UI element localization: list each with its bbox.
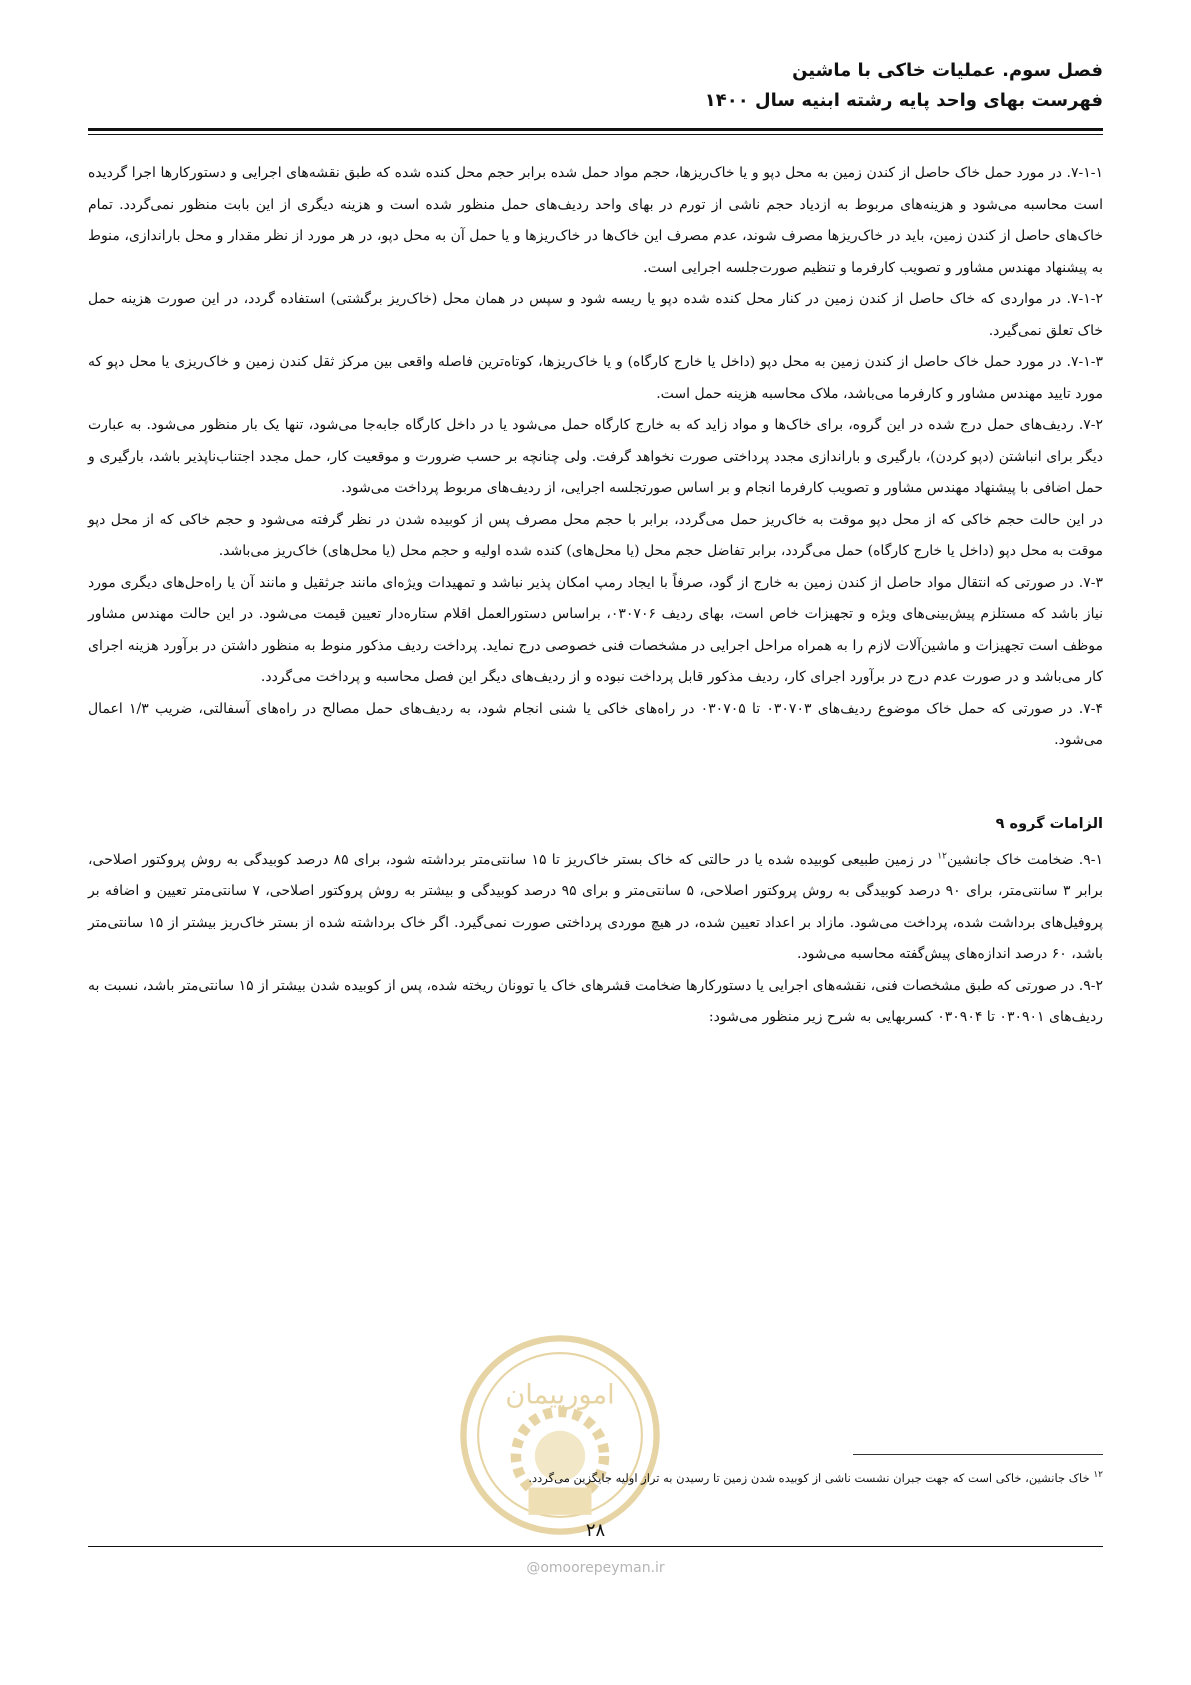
footnote-text: خاک جانشین، خاکی است که جهت جبران نشست ناشی از کوبیده شدن زمین تا رسیدن به تراز اولیه جایگزین می‌گردد. <box>528 1471 1094 1485</box>
footer-rule <box>88 1546 1103 1547</box>
watermark-text[interactable]: @omoorepeyman.ir <box>526 1560 665 1576</box>
paragraph-7-1-3: ۷-۱-۳. در مورد حمل خاک حاصل از کندن زمین به محل دپو (داخل یا خارج کارگاه) و یا خاک‌ریزها، کوتاه‌ترین فاصله واقعی بین مرکز ثقل کندن زمین و خاک‌ریزی یا محل دپو که مورد تایید مهندس مشاور و کارفرما می‌باشد، ملاک محاسبه هزینه حمل است. <box>88 354 1103 402</box>
header-rule-thick <box>88 128 1103 131</box>
document-title: فهرست بهای واحد پایه رشته ابنیه سال ۱۴۰۰ <box>704 90 1103 111</box>
footnote <box>88 1468 1103 1488</box>
paragraph-7-1-2: ۷-۱-۲. در مواردی که خاک حاصل از کندن زمین در کنار محل کنده شده دپو یا ریسه شود و سپس در همان محل (خاک‌ریز برگشتی) استفاده گردد، در این صورت هزینه حمل خاک تعلق نمی‌گیرد. <box>88 291 1103 339</box>
watermark-logo <box>455 1330 665 1540</box>
page-number: ۲۸ <box>585 1520 606 1541</box>
watermark-logo-text: امورپیمان <box>505 1379 615 1411</box>
paragraph-7-4: ۷-۴. در صورتی که حمل خاک موضوع ردیف‌های ۰۳۰۷۰۳ تا ۰۳۰۷۰۵ در راه‌های خاکی یا شنی انجام شود، به ردیف‌های حمل مصالح در راه‌های آسفالتی، ضریب ۱/۳ اعمال می‌شود. <box>88 700 1103 748</box>
footnote-reference[interactable]: ۱۲ <box>937 850 947 861</box>
paragraph-9-2: ۹-۲. در صورتی که طبق مشخصات فنی، نقشه‌های اجرایی یا دستورکارها ضخامت قشرهای خاک یا توونان ریخته شده، پس از کوبیده شدن بیشتر از ۱۵ سانتی‌متر باشد، نسبت به ردیف‌های ۰۳۰۹۰۱ تا ۰۳۰۹۰۴ کسربهایی به شرح زیر منظور می‌شود: <box>88 977 1103 1025</box>
paragraph-9-1 <box>88 845 1103 971</box>
page-header <box>88 56 1103 116</box>
footnote-rule <box>853 1454 1103 1455</box>
header-rule-thin <box>88 134 1103 135</box>
paragraph-7-2: ۷-۲. ردیف‌های حمل درج شده در این گروه، برای خاک‌ها و مواد زاید که به خارج کارگاه حمل می‌شود یا در داخل کارگاه جابه‌جا می‌شود، تنها یک بار منظور می‌شود. به عبارت دیگر برای انباشتن (دپو کردن)، بارگیری و باراندازی مجدد پرداختی صورت نخواهد گرفت. ولی چنانچه بر حسب ضرورت و موقعیت کار، حمل مجدد اجتناب‌ناپذیر باشد، بارگیری و حمل اضافی با پیشنهاد مهندس مشاور و تصویب کارفرما انجام و بر اساس صورتجلسه اجرایی، از ردیف‌های مربوط پرداخت می‌شود. <box>88 417 1103 496</box>
section-heading-group-9: الزامات گروه ۹ <box>995 815 1103 832</box>
paragraph-9-1-start: ۹-۱. ضخامت خاک جانشین <box>946 851 1103 868</box>
paragraph-7-1-1: ۷-۱-۱. در مورد حمل خاک حاصل از کندن زمین به محل دپو و یا خاک‌ریزها، حجم مواد حمل شده برابر حجم محل کنده شده که طبق نقشه‌های اجرایی و دستورکارها اجرا گردیده است محاسبه می‌شود و هزینه‌های مربوط به ازدیاد حجم ناشی از تورم در بهای واحد ردیف‌های حمل منظور شده است و هزینه دیگری از این بابت منظور نمی‌گردد. تمام خاک‌های حاصل از کندن زمین، باید در خاک‌ریزها مصرف شوند، عدم مصرف این خاک‌ها در خاک‌ریزها و یا حمل آن به محل دپو، در هر مورد از نظر مقدار و محل باراندازی، منوط به پیشنهاد مهندس مشاور و تصویب کارفرما و تنظیم صورت‌جلسه اجرایی است. <box>88 165 1103 276</box>
paragraph-9-1-rest: در زمین طبیعی کوبیده شده یا در حالتی که خاک بستر خاک‌ریز تا ۱۵ سانتی‌متر برداشته شود، برای ۸۵ درصد کوبیدگی به روش پروکتور اصلاحی، برابر ۳ سانتی‌متر، برای ۹۰ درصد کوبیدگی به روش پروکتور اصلاحی، ۵ سانتی‌متر و برای ۹۵ درصد کوبیدگی و بیشتر به روش پروکتور اصلاحی، ۷ سانتی‌متر تعیین و اضافه بر پروفیل‌های برداشت شده، پرداخت می‌شود. مازاد بر اعداد تعیین شده، در هیچ موردی پرداختی صورت نمی‌گیرد. اگر خاک برداشته شده از بستر خاک‌ریز بیشتر از ۱۵ سانتی‌متر باشد، ۶۰ درصد اندازه‌های پیش‌گفته محاسبه می‌شود. <box>88 851 1104 962</box>
footnote-number: ۱۲ <box>1093 1470 1103 1481</box>
chapter-title: فصل سوم. عملیات خاکی با ماشین <box>792 60 1103 81</box>
document-body <box>88 158 1103 1034</box>
paragraph-7-2-continued: در این حالت حجم خاکی که از محل دپو موقت به خاک‌ریز حمل می‌گردد، برابر با حجم محل مصرف پس از کوبیده شدن در نظر گرفته می‌شود و حجم خاکی که از محل دپو موقت به محل دپو (داخل یا خارج کارگاه) حمل می‌گردد، برابر تفاضل حجم محل (یا محل‌های) کنده شده اولیه و حجم محل (یا محل‌های) خاک‌ریز می‌باشد. <box>88 511 1103 559</box>
paragraph-7-3: ۷-۳. در صورتی که انتقال مواد حاصل از کندن زمین به خارج از گود، صرفاً با ایجاد رمپ امکان پذیر نباشد و تمهیدات ویژه‌ای مانند جرثقیل و مانند آن یا راه‌حل‌های دیگری مورد نیاز باشد که مستلزم پیش‌بینی‌های ویژه و تجهیزات خاص است، بهای ردیف ۰۳۰۷۰۶، براساس دستورالعمل اقلام ستاره‌دار تعیین قیمت می‌شود. در این حالت مهندس مشاور موظف است تجهیزات و ماشین‌آلات لازم را به همراه مراحل اجرایی در مشخصات فنی خصوصی درج نماید. پرداخت ردیف مذکور منوط به منظور داشتن در برآورد هزینه اجرای کار می‌باشد و در صورت عدم درج در برآورد اجرای کار، ردیف مذکور قابل پرداخت نبوده و از ردیف‌های دیگر این فصل محاسبه و پرداخت می‌گردد. <box>88 574 1103 685</box>
